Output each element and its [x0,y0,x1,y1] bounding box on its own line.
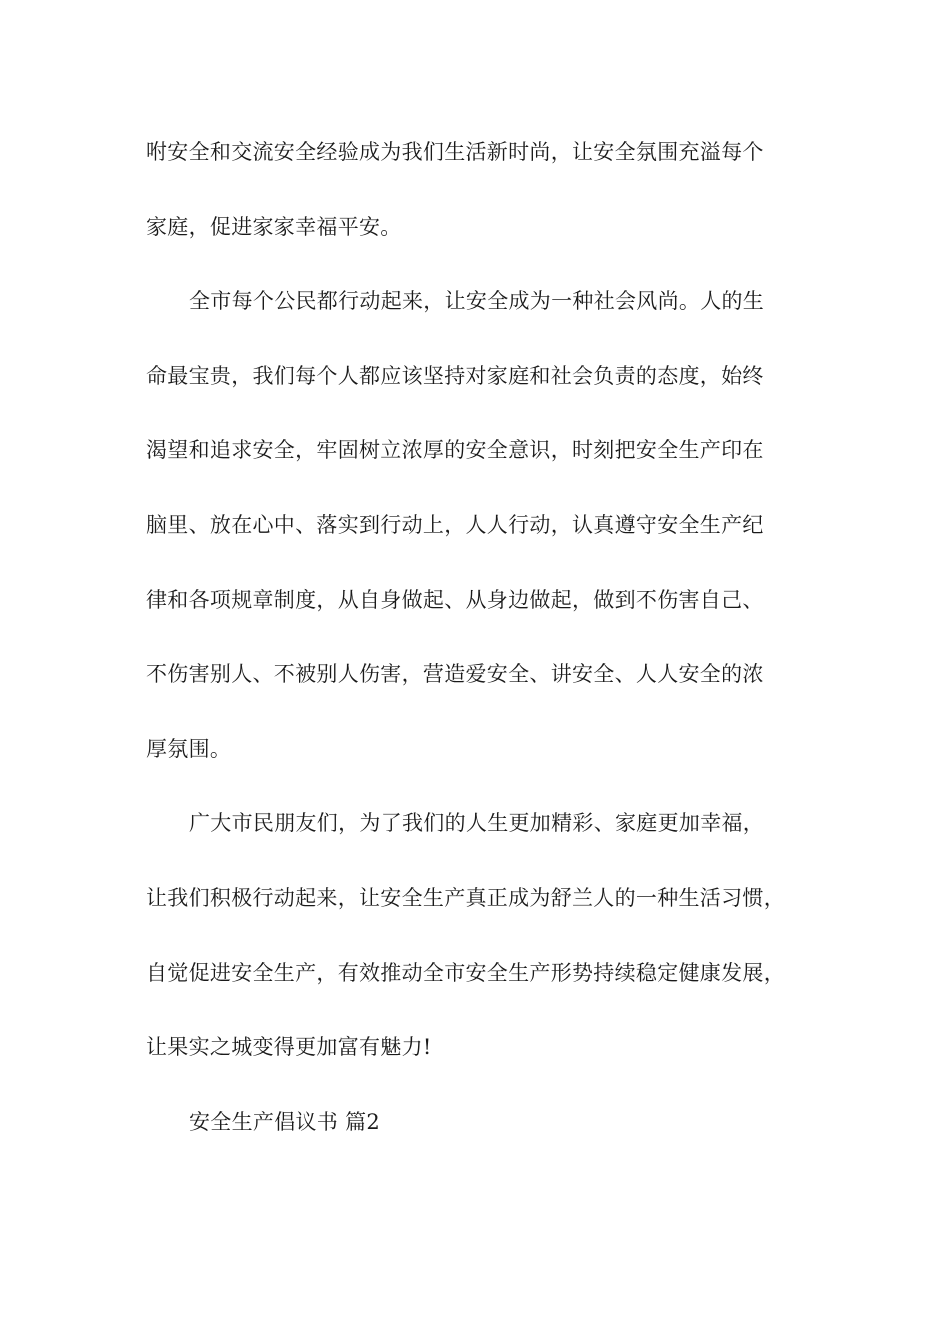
paragraph-line: 家庭，促进家家幸福平安。 [146,214,402,239]
paragraph-line: 全市每个公民都行动起来，让安全成为一种社会风尚。人的生 [189,289,765,314]
paragraph-line: 让果实之城变得更加富有魅力! [146,1035,432,1060]
paragraph-line: 律和各项规章制度，从自身做起、从身边做起，做到不伤害自己、 [146,587,764,612]
paragraph-line: 脑里、放在心中、落实到行动上，人人行动，认真遵守安全生产纪 [146,512,764,537]
paragraph-line: 不伤害别人、不被别人伤害，营造爱安全、讲安全、人人安全的浓 [146,662,764,687]
document-body [146,126,816,1170]
paragraph-line: 让我们积极行动起来，让安全生产真正成为舒兰人的一种生活习惯， [146,885,785,910]
paragraph-line: 广大市民朋友们，为了我们的人生更加精彩、家庭更加幸福， [189,811,765,836]
paragraph-line: 厚氛围。 [146,736,232,761]
paragraph-line: 自觉促进安全生产，有效推动全市安全生产形势持续稳定健康发展， [146,960,785,985]
paragraph-line: 命最宝贵，我们每个人都应该坚持对家庭和社会负责的态度，始终 [146,363,764,388]
paragraph-line: 咐安全和交流安全经验成为我们生活新时尚，让安全氛围充溢每个 [146,140,764,164]
section-heading: 安全生产倡议书 篇2 [189,1109,381,1134]
paragraph-line: 渴望和追求安全，牢固树立浓厚的安全意识，时刻把安全生产印在 [146,438,764,463]
